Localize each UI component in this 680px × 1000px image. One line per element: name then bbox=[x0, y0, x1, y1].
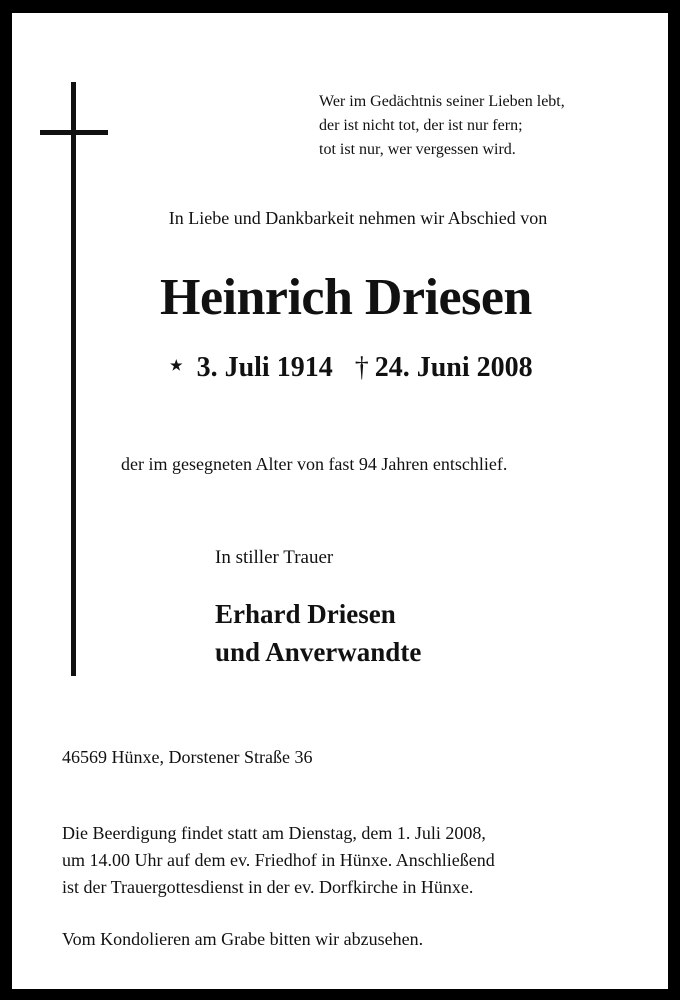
mourning-label: In stiller Trauer bbox=[215, 547, 334, 568]
farewell-intro-text: In Liebe und Dankbarkeit nehmen wir Abschied von bbox=[168, 208, 548, 228]
condolence-note: Vom Kondolieren am Grabe bitten wir abzusehen. bbox=[62, 929, 424, 949]
birth-date: 3. Juli 1914 bbox=[196, 352, 333, 383]
farewell-intro bbox=[0, 208, 680, 229]
quote-line: tot ist nur, wer vergessen wird. bbox=[319, 141, 516, 158]
quote-line: der ist nicht tot, der ist nur fern; bbox=[319, 117, 523, 134]
cross-horizontal-bar bbox=[40, 130, 108, 135]
memorial-quote bbox=[319, 90, 565, 162]
mourner-line: und Anverwandte bbox=[215, 637, 422, 667]
funeral-line: Die Beerdigung findet statt am Dienstag, dem 1. Juli 2008, bbox=[62, 823, 486, 843]
death-date: 24. Juni 2008 bbox=[374, 352, 533, 383]
birth-star-icon: ★ bbox=[170, 359, 183, 374]
age-statement: der im gesegneten Alter von fast 94 Jahren entschlief. bbox=[121, 454, 508, 474]
funeral-line: ist der Trauergottesdienst in der ev. Dorfkirche in Hünxe. bbox=[62, 877, 474, 897]
mourner-line: Erhard Driesen bbox=[215, 599, 396, 629]
funeral-line: um 14.00 Uhr auf dem ev. Friedhof in Hünxe. Anschließend bbox=[62, 850, 495, 870]
deceased-name: Heinrich Driesen bbox=[160, 269, 532, 326]
cross-vertical-bar bbox=[71, 82, 76, 676]
family-address: 46569 Hünxe, Dorstener Straße 36 bbox=[62, 747, 313, 767]
death-dagger-icon: † bbox=[354, 352, 369, 383]
quote-line: Wer im Gedächtnis seiner Lieben lebt, bbox=[319, 93, 565, 110]
funeral-details bbox=[62, 820, 495, 901]
mourners bbox=[215, 595, 421, 671]
life-dates bbox=[170, 352, 533, 384]
